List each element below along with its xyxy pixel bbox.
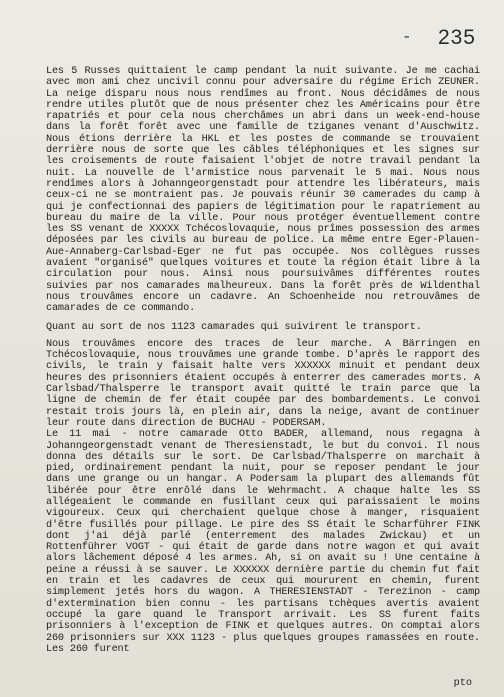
document-body	[46, 66, 480, 655]
paragraph-bader-report: Le 11 mai - notre camarade Otto BADER, allemand, nous regagna à Johanngeorgenstadt venant de Theresienstadt, le but du convoi. Il nous donna des détails sur le sort. De Carlsbad/Thalsperre on marchait à pied, ordinairement pendant la nuit, pour se reposer pendant le jour dans une grange ou un hangar. A Podersam la plupart des allemands fût libérée pour être enrôlé dans le Wehrmacht. A chaque halte les SS allégeaient le commande en fusillant ceux qui paraissaient le moins vigoureux. Ceux qui cherchaient quelque chose à manger, risquaient d'être fusillés pour pillage. Le pire des SS était le Scharführer FINK dont j'ai déjà parlé (enterrement des malades Zwickau) et un Rottenführer VOGT - qui était de garde dans notre wagon et qui avait alors lâchement déposé 4 les armes. Ah, si on avait su ! Une centaine à peine a réussi à se sauver. Le XXXXXX dernière partie du chemin fut fait en train et les cadavres de ceux qui moururent en chemin, furent simplement jetés hors du wagon. A THERESIENSTADT - Terezinon - camp d'extermination bien connu - les partisans tchèques avertis avaient occupé la gare quand le Transport arrivait. Les SS furent faits prisonniers à l'exception de FINK et quelques autres. On comptai alors 260 prisonniers sur XXX 1123 - plus quelques groupes ramassées en route. Les 260 furent	[46, 429, 480, 655]
page-number: 235	[437, 26, 476, 49]
continuation-mark: pto	[453, 678, 472, 689]
paragraph-traces: Nous trouvâmes encore des traces de leur marche. A Bärringen en Tchécoslovaquie, nous trouvâmes une grande tombe. D'après le rapport des civils, le train y faisait halte vers XXXXXX minuit et pendant deux heures des prisonniers étaient occupés à enterrer des camerades morts. A Carlsbad/Thalsperre le transport avait quitté le train parce que la ligne de chemin de fer était coupée par des bombardements. Le convoi restait trois jours là, en plein air, dans la neige, avant de continuer leur route dans direction de BUCHAU - PODERSAM.	[46, 338, 480, 429]
paragraph-escape: Les 5 Russes quittaient le camp pendant la nuit suivante. Je me cachai avec mon ami chez uncivil connu pour adversaire du régime Erich ZEUNER. La neige disparu nous nous rendîmes au front. Nous décidâmes de nous rendre utiles plutôt que de nous présenter chez les Américains pour être rapatriés et pour cela nous cherchâmes un abri dans un week-end-house dans la forêt forêt avec une famille de tziganes venant d'Auschwitz. Nous étions derrière la HKL et les postes de commande se trouvaient derrière nous de sorte que les câbles téléphoniques et les signes sur les croisements de route faisaient l'objet de notre travail pendant la nuit. La nouvelle de l'armistice nous parvenait le 5 mai. Nous nous rendîmes alors à Johanngeorgenstadt pour attendre les libérateurs, mais ceux-ci ne se montraient pas. Je pouvais réunir 30 camerades du camp à qui je confectionnai des papiers de légitimation pour le rapatriement au bureau du maire de la ville. Pour nous protéger éventuellement contre les SS venant de XXXXX Tchécoslovaquie, nous prîmes possession des armes déposées par les civils au bureau de police. La même entre Eger-Plauen-Aue-Annaberg-Carlsbad-Eger ne fut pas occupée. Nos collègues russes avaient "organisé" quelques voitures et toute la région était libre à la circulation pour nous. Ainsi nous poursuivâmes différentes routes suivies par nos camarades malheureux. Dans la forêt près de Wildenthal nous trouvâmes encore un cadavre. An Schoenheide nou retrouvâmes de camarades de ce commando.	[46, 66, 480, 315]
section-heading: Quant au sort de nos 1123 camarades qui suivirent le transport.	[46, 321, 422, 333]
page-dash: -	[402, 28, 412, 46]
